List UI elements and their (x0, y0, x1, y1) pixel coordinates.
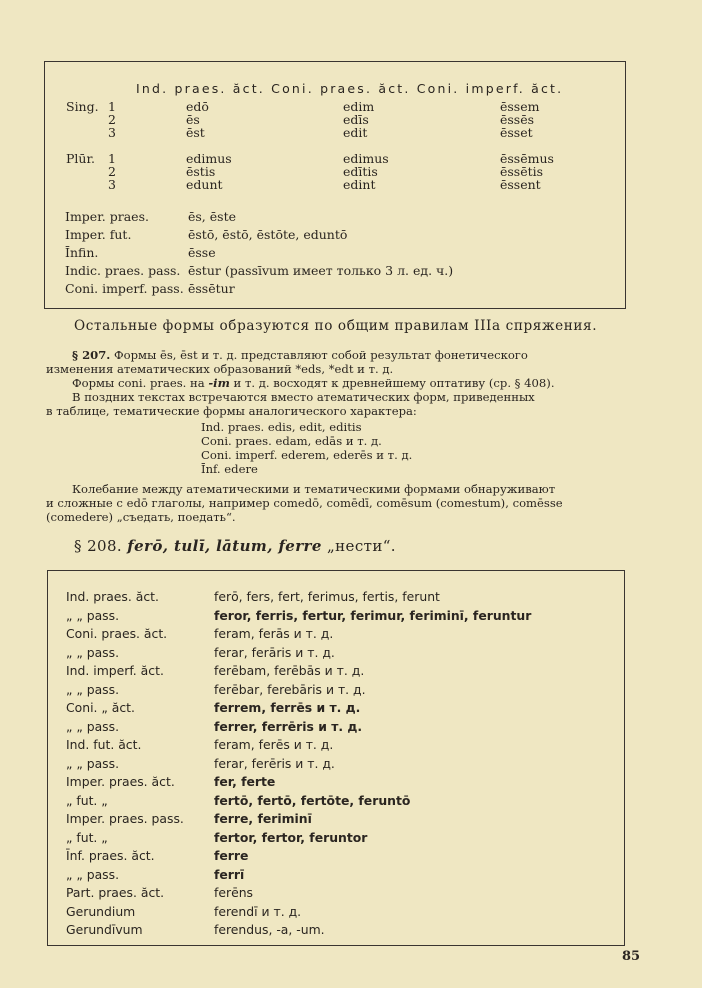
form-value: ferendus, -a, -um. (214, 922, 325, 937)
ind-praes-form: edimus (186, 151, 232, 166)
form-label: Ind. fut. ăct. (66, 737, 142, 752)
form-value: feram, ferās и т. д. (214, 626, 334, 641)
form-value: ferēbar, ferebāris и т. д. (214, 681, 366, 697)
principal-parts: ferō, tulī, lātum, ferre (127, 537, 322, 555)
section-207-line: (comedere) „съедать, поедать“. (46, 510, 236, 524)
form-value: ferar, ferāris и т. д. (214, 644, 335, 660)
form-value: feram, ferēs и т. д. (214, 737, 334, 752)
plur-label: Plūr. (66, 151, 96, 166)
sing-label: Sing. (66, 99, 99, 114)
section-207-line: в таблице, тематические формы аналогического характера: (46, 404, 417, 418)
section-207-suffix: -im (208, 376, 230, 390)
form-label: Indic. praes. pass. (65, 263, 181, 278)
section-207-number: § 207. (72, 348, 111, 362)
form-label: Imper. praes. (65, 209, 149, 224)
form-value: ferō, fers, fert, ferimus, fertis, ferunt (214, 589, 440, 604)
form-value: ferrem, ferrēs и т. д. (214, 700, 361, 715)
section-207-line (72, 376, 555, 390)
form-value: fertor, fertor, feruntor (214, 829, 368, 845)
form-value: ēs, ēste (188, 209, 236, 224)
example-line: Coni. imperf. ederem, ederēs и т. д. (201, 448, 413, 462)
form-value: ēssētur (188, 281, 235, 296)
form-label: Coni. praes. ăct. (66, 626, 168, 641)
form-label: „ „ pass. (66, 681, 120, 697)
form-value: fertō, fertō, fertōte, feruntō (214, 792, 411, 808)
person-number: 1 (108, 151, 116, 166)
form-label: Īnf. praes. ăct. (66, 848, 155, 863)
coni-praes-form: edit (343, 125, 368, 140)
coni-imperf-form: ēsset (500, 125, 533, 140)
form-value: ēstō, ēstō, ēstōte, eduntō (188, 227, 348, 242)
form-label: Coni. „ ăct. (66, 700, 135, 715)
form-value: ferre (214, 848, 249, 863)
form-label: „ „ pass. (66, 755, 120, 771)
verb-gloss: „нести“. (326, 537, 396, 555)
person-number: 2 (108, 112, 116, 127)
form-label: Ind. praes. ăct. (66, 589, 159, 604)
form-value: ferrī (214, 866, 245, 882)
example-line: Īnf. edere (201, 462, 258, 476)
coni-praes-form: edim (343, 99, 375, 114)
coni-praes-form: edīs (343, 112, 369, 127)
coni-imperf-form: ēssēs (500, 112, 535, 127)
form-value: ferēbam, ferēbās и т. д. (214, 663, 365, 678)
example-line: Ind. praes. edis, edit, editis (201, 420, 362, 434)
form-label: Imper. fut. (65, 227, 132, 242)
ind-praes-form: ēstis (186, 164, 216, 179)
form-label: „ „ pass. (66, 866, 120, 882)
form-value: ferēns (214, 885, 254, 900)
ind-praes-form: ēst (186, 125, 205, 140)
section-208-number: § 208. (74, 537, 123, 555)
coni-imperf-form: ēssent (500, 177, 541, 192)
form-value: ferre, feriminī (214, 811, 312, 826)
form-label: „ fut. „ (66, 829, 108, 845)
form-label: Imper. praes. ăct. (66, 774, 175, 789)
person-number: 3 (108, 125, 116, 140)
page-number: 85 (622, 949, 641, 964)
person-number: 2 (108, 164, 116, 179)
form-label: „ „ pass. (66, 718, 120, 734)
form-label: „ „ pass. (66, 644, 120, 660)
form-label: „ fut. „ (66, 792, 108, 808)
form-label: „ „ pass. (66, 607, 120, 623)
person-number: 1 (108, 99, 116, 114)
form-label: Gerundium (66, 903, 136, 919)
form-label: Īnfin. (65, 245, 99, 260)
form-value: feror, ferris, fertur, ferimur, feriminī, feruntur (214, 607, 532, 623)
person-number: 3 (108, 177, 116, 192)
form-value: fer, ferte (214, 774, 276, 789)
section-207-line: Колебание между атематическими и тематическими формами обнаруживают (72, 482, 556, 496)
after-table-note: Остальные формы образуются по общим правилам IIIa спряжения. (74, 318, 598, 334)
ind-praes-form: ēs (186, 112, 200, 127)
section-207-line: В поздних текстах встречаются вместо атематических форм, приведенных (72, 390, 535, 404)
table-header: Ind. praes. ăct. Coni. praes. ăct. Coni. imperf. ăct. (136, 81, 564, 96)
form-value: ferendī и т. д. (214, 903, 302, 919)
form-value: ferar, ferēris и т. д. (214, 755, 335, 771)
form-value: ēstur (passīvum имеет только 3 л. ед. ч.) (188, 263, 454, 278)
coni-praes-form: edint (343, 177, 376, 192)
form-label: Ind. imperf. ăct. (66, 663, 164, 678)
coni-imperf-form: ēssēmus (500, 151, 554, 166)
form-value: ferrer, ferrēris и т. д. (214, 718, 363, 734)
coni-praes-form: edītis (343, 164, 378, 179)
form-label: Gerundīvum (66, 922, 143, 937)
example-line: Coni. praes. edam, edās и т. д. (201, 434, 382, 448)
section-207-line: и сложные с edō глаголы, например comedō, comēdī, comēsum (comestum), comēsse (46, 496, 563, 510)
coni-imperf-form: ēssētis (500, 164, 544, 179)
section-207-text: Формы coni. praes. на (72, 376, 205, 390)
section-207-text: и т. д. восходят к древнейшему оптативу (ср. § 408). (233, 376, 555, 390)
coni-praes-form: edimus (343, 151, 389, 166)
form-value: ēsse (188, 245, 216, 260)
ind-praes-form: edunt (186, 177, 223, 192)
coni-imperf-form: ēssem (500, 99, 540, 114)
form-label: Part. praes. ăct. (66, 885, 165, 900)
section-208-heading (74, 539, 396, 553)
ind-praes-form: edō (186, 99, 209, 114)
section-207-text: Формы ēs, ēst и т. д. представляют собой результат фонетического (114, 348, 528, 362)
form-label: Coni. imperf. pass. (65, 281, 184, 296)
section-207-line (72, 348, 528, 362)
section-207-line: изменения атематических образований *eds, *edt и т. д. (46, 362, 394, 376)
form-label: Imper. praes. pass. (66, 811, 184, 826)
